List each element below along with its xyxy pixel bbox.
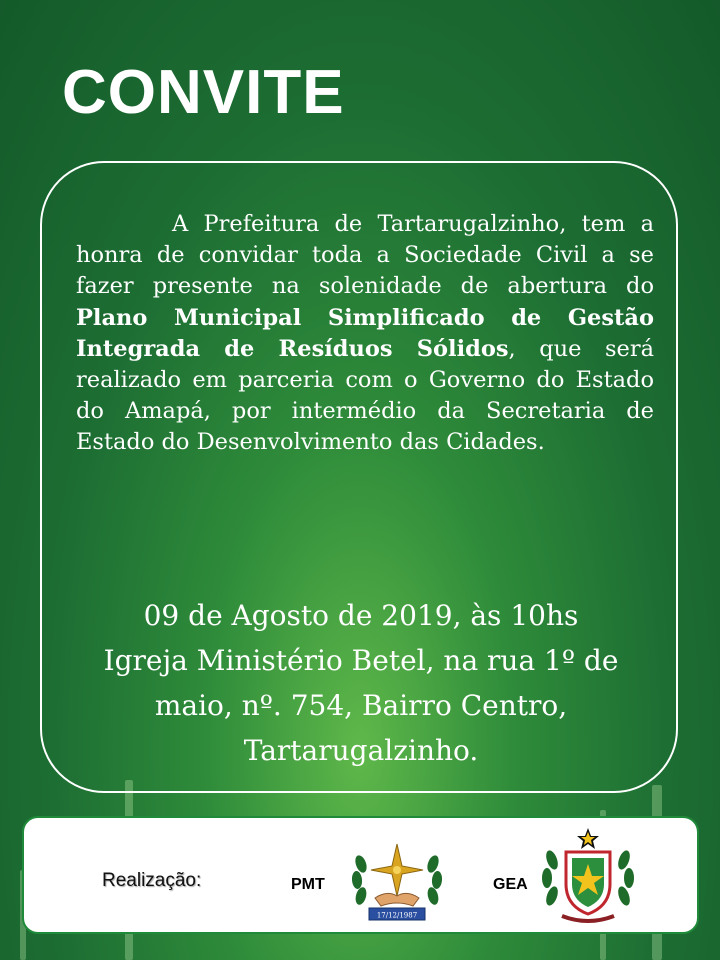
- event-address-line-1: Igreja Ministério Betel, na rua 1º de: [103, 644, 619, 677]
- event-date-time: 09 de Agosto de 2019, às 10hs: [143, 599, 579, 632]
- invitation-title: CONVITE: [62, 58, 345, 127]
- gea-coat-of-arms-icon: [536, 826, 640, 930]
- pmt-label: PMT: [291, 876, 325, 893]
- invitation-text: [76, 209, 654, 459]
- event-city: Tartarugalzinho.: [243, 734, 479, 767]
- plan-name: Plano Municipal Simplificado de Gestão Integrada de Resíduos Sólidos: [76, 304, 654, 362]
- event-address-line-2: maio, nº. 754, Bairro Centro,: [154, 689, 568, 722]
- pmt-coat-of-arms-icon: [347, 840, 447, 924]
- invitation-text-part-2: , que será realizado em parceria com o Governo do Estado do Amapá, por intermédio da Secretaria de Estado do Desenvolvimento das Cidades.: [76, 335, 654, 456]
- event-details: [62, 593, 660, 773]
- pmt-seal-date: 17/12/1987: [376, 911, 418, 920]
- realizacao-label: Realização:: [102, 870, 202, 891]
- invitation-text-part-1: A Prefeitura de Tartarugalzinho, tem a honra de convidar toda a Sociedade Civil a se fazer presente na solenidade de abertura do: [76, 211, 654, 300]
- invitation-card: [40, 161, 678, 793]
- gea-label: GEA: [493, 876, 528, 893]
- footer-panel: [22, 816, 699, 934]
